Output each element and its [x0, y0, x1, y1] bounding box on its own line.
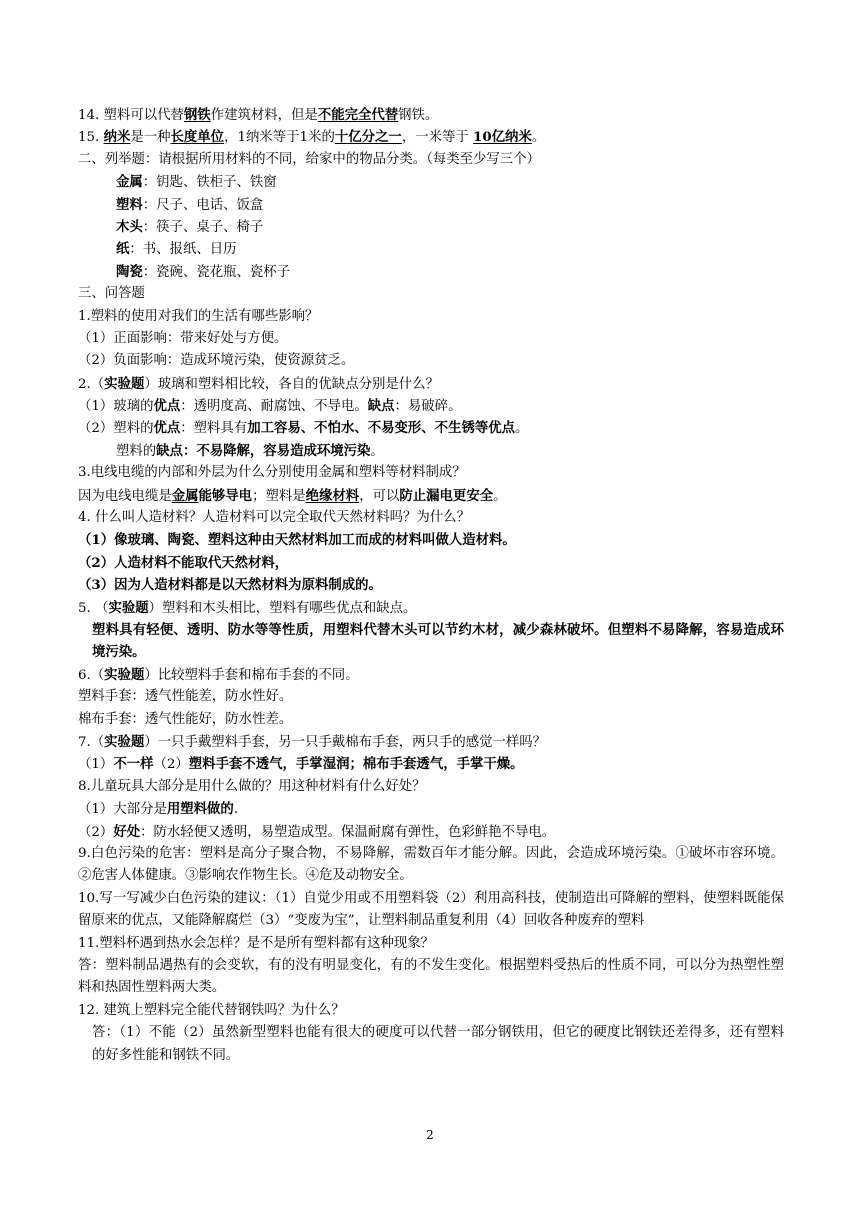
- question-1: 1.塑料的使用对我们的生活有哪些影响？: [78, 308, 319, 324]
- answer-2-1: （1）玻璃的优点：透明度高、耐腐蚀、不导电。缺点：易破碎。: [78, 398, 462, 415]
- question-7: 7.（实验题）一只手戴塑料手套，另一只手戴棉布手套，两只手的感觉一样吗？: [78, 733, 547, 750]
- answer-cannot-replace: 不能完全代替: [317, 107, 399, 123]
- category-plastic: 塑料：尺子、电话、饭盒: [116, 196, 264, 213]
- question-8: 8.儿童玩具大部分是用什么做的？用这种材料有什么好处？: [78, 778, 426, 794]
- item-9: 9.白色污染的危害：塑料是高分子聚合物，不易降解，需数百年才能分解。因此，会造成环境污染。①破坏市容环境。②危害人体健康。③影响农作物生长。④危及动物安全。: [78, 845, 784, 884]
- question-6: 6.（实验题）比较塑料手套和棉布手套的不同。: [78, 666, 359, 683]
- answer-nanometer: 纳米: [103, 129, 131, 146]
- answer-1-1: （1）正面影响：带来好处与方便。: [78, 330, 288, 346]
- section-2-heading: 二、列举题：请根据所用材料的不同，给家中的物品分类。（每类至少写三个）: [78, 151, 540, 167]
- answer-6-1: 塑料手套：透气性能差，防水性好。: [78, 689, 293, 705]
- answer-11: 答：塑料制品遇热有的会变软，有的没有明显变化，有的不发生变化。根据塑料受热后的性质不同，可以分为热塑性塑料和热固性塑料两大类。: [78, 957, 784, 996]
- answer-5: 塑料具有轻便、透明、防水等等性质，用塑料代替木头可以节约木材，减少森林破坏。但塑料不易降解，容易造成环境污染。: [92, 621, 784, 661]
- answer-8-1: （1）大部分是用塑料做的.: [78, 801, 239, 818]
- question-3: 3.电线电缆的内部和外层为什么分别使用金属和塑料等材料制成？: [78, 465, 466, 481]
- question-4: 4. 什么叫人造材料？人造材料可以完全取代天然材料吗？为什么？: [78, 510, 470, 526]
- answer-billion-nm: 10亿纳米: [473, 129, 532, 146]
- answer-6-2: 棉布手套：透气性能好，防水性差。: [78, 711, 293, 727]
- page-number: 2: [426, 1128, 434, 1142]
- document-page: [78, 104, 784, 1067]
- question-12: 12. 建筑上塑料完全能代替钢铁吗？为什么？: [78, 1002, 345, 1018]
- category-wood: 木头：筷子、桌子、椅子: [116, 218, 264, 235]
- question-11: 11.塑料杯遇到热水会怎样？是不是所有塑料都有这种现象？: [78, 935, 435, 951]
- answer-length-unit: 长度单位: [170, 129, 225, 146]
- answer-3: 因为电线电缆是金属能够导电；塑料是绝缘材料，可以防止漏电更安全。: [78, 487, 507, 504]
- answer-1-2: （2）负面影响：造成环境污染，使资源贫乏。: [78, 353, 355, 369]
- section-3-heading: 三、问答题: [78, 286, 145, 302]
- answer-4-3: （3）因为人造材料都是以天然材料为原料制成的。: [78, 577, 382, 594]
- item-10: 10.写一写减少白色污染的建议：（1）自觉少用或不用塑料袋（2）利用高科技，使制造出可降解的塑料，使塑料既能保留原来的优点，又能降解腐烂（3）“变废为宝”，让塑料制品重复利用（4）回收各种废弃的塑料: [78, 890, 784, 929]
- category-metal: 金属：钥匙、铁柜子、铁窗: [116, 174, 277, 191]
- answer-billionth: 十亿分之一: [334, 129, 402, 146]
- fill-line-15: 15. 纳米是一种长度单位，1纳米等于1米的十亿分之一，一米等于 10亿纳米。: [78, 129, 546, 146]
- answer-2-2: （2）塑料的优点：塑料具有加工容易、不怕水、不易变形、不生锈等优点。: [78, 420, 529, 437]
- question-5: 5. （实验题）塑料和木头相比，塑料有哪些优点和缺点。: [78, 599, 417, 616]
- answer-2-3: 塑料的缺点：不易降解，容易造成环境污染。: [116, 442, 384, 459]
- category-paper: 纸：书、报纸、日历: [116, 241, 237, 258]
- answer-8-2: （2）好处：防水轻便又透明，易塑造成型。保温耐腐有弹性，色彩鲜艳不导电。: [78, 823, 556, 840]
- question-2: 2.（实验题）玻璃和塑料相比较，各自的优缺点分别是什么？: [78, 375, 439, 392]
- fill-line-14: 14. 塑料可以代替钢铁作建筑材料，但是不能完全代替钢铁。: [78, 107, 439, 123]
- answer-12: 答：（1）不能（2）虽然新型塑料也能有很大的硬度可以代替一部分钢铁用，但它的硬度比钢铁还差得多，还有塑料的好多性能和钢铁不同。: [92, 1025, 784, 1063]
- category-ceramic: 陶瓷：瓷碗、瓷花瓶、瓷杯子: [116, 263, 291, 280]
- answer-steel: 钢铁: [183, 107, 211, 123]
- answer-7: （1）不一样（2）塑料手套不透气，手掌湿润；棉布手套透气，手掌干燥。: [78, 756, 524, 773]
- answer-4-1: （1）像玻璃、陶瓷、塑料这种由天然材料加工而成的材料叫做人造材料。: [78, 532, 516, 549]
- answer-4-2: （2）人造材料不能取代天然材料，: [78, 554, 289, 571]
